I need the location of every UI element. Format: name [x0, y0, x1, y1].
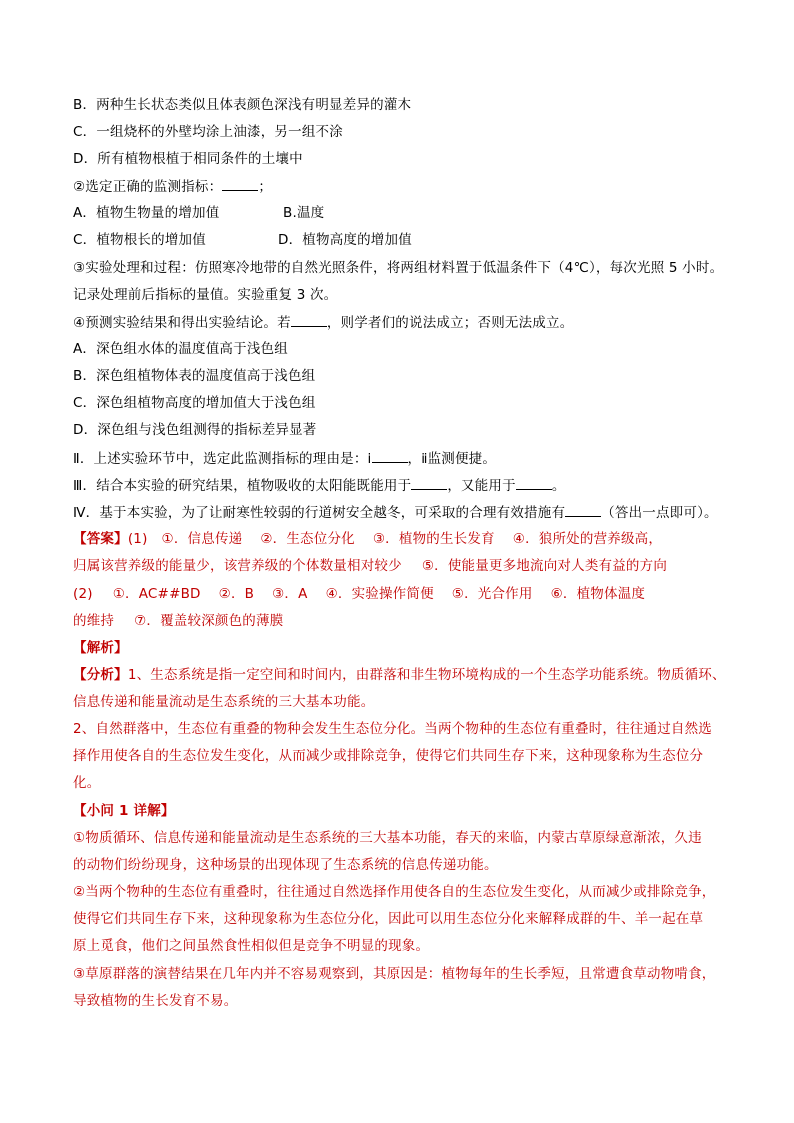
- answer-item: ③．植物的生长发育: [372, 531, 495, 547]
- option-a-4: A．深色组水体的温度值高于浅色组: [73, 341, 288, 357]
- roman-iv-line: [73, 503, 718, 522]
- answer-line-2: [73, 557, 667, 575]
- answer-blank: [222, 177, 258, 191]
- detail-line-5: 原上觅食，他们之间虽然食性相似但是竞争不明显的现象。: [73, 938, 430, 954]
- option-b-1: B．两种生长状态类似且体表颜色深浅有明显差异的灌木: [73, 97, 412, 113]
- question-2-line: [73, 177, 272, 196]
- answer-item: ①．信息传递: [161, 531, 243, 547]
- answer-item: ②．生态位分化: [260, 531, 355, 547]
- detail-line-3: ②当两个物种的生态位有重叠时，往往通过自然选择作用使各自的生态位发生变化，从而减少或排除竞争，: [73, 884, 716, 900]
- roman-iii-end: 。: [551, 478, 566, 494]
- analysis-line-4: 择作用使各自的生态位发生变化，从而减少或排除竞争，使得它们共同生存下来，这种现象称为生态位分: [73, 748, 704, 764]
- option-c-1: C．一组烧杯的外壁均涂上油漆，另一组不涂: [73, 124, 343, 140]
- answer-line-4: [73, 612, 283, 630]
- analysis-line-3: 2、自然群落中，生态位有重叠的物种会发生生态位分化。当两个物种的生态位有重叠时，往往通过自然选: [73, 721, 712, 737]
- roman-iv-end: （答出一点即可）。: [601, 505, 718, 521]
- option-c-2: C．植物根长的增加值: [73, 232, 206, 248]
- sub-question-heading: 【小问 1 详解】: [73, 803, 175, 819]
- detail-line-1: ①物质循环、信息传递和能量流动是生态系统的三大基本功能，春天的来临，内蒙古草原绿意渐浓，久违: [73, 830, 702, 846]
- answer-item: ②．B: [218, 586, 255, 602]
- answer-part-1-number: (1): [127, 531, 148, 547]
- roman-iii-line: [73, 476, 566, 495]
- answer-item: ④．狼所处的营养级高，: [512, 531, 663, 547]
- option-d-2: D．植物高度的增加值: [278, 232, 412, 248]
- answer-item: ①．AC##BD: [112, 586, 201, 602]
- answer-label: 【答案】: [73, 531, 128, 547]
- question-4-line: [73, 313, 573, 332]
- answer-item: ⑤．使能量更多地流向对人类有益的方向: [421, 558, 668, 574]
- option-b-4: B．深色组植物体表的温度值高于浅色组: [73, 368, 316, 384]
- detail-line-4: 使得它们共同生存下来，这种现象称为生态位分化，因此可以用生态位分化来解释成群的牛、羊一起在草: [73, 911, 704, 927]
- detail-line-7: 导致植物的生长发育不易。: [73, 993, 238, 1009]
- answer-blank: [411, 476, 447, 490]
- answer-blank: [291, 313, 327, 327]
- question-2-text: ②选定正确的监测指标：: [73, 179, 223, 195]
- answer-continuation: 的维持: [73, 613, 115, 629]
- answer-item: ④．实验操作简便: [325, 586, 434, 602]
- detail-line-2: 的动物们纷纷现身，这种场景的出现体现了生态系统的信息传递功能。: [73, 857, 498, 873]
- options-cd-2: [73, 231, 412, 249]
- answer-item: ⑦．覆盖较深颜色的薄膜: [134, 613, 284, 629]
- answer-item: ③．A: [272, 586, 308, 602]
- answer-line-3: [73, 585, 645, 603]
- answer-continuation: 归属该营养级的能量少，该营养级的个体数量相对较少: [73, 558, 402, 574]
- roman-iv-text: Ⅳ．基于本实验，为了让耐寒性较弱的行道树安全越冬，可采取的合理有效措施有: [73, 505, 566, 521]
- option-b-2: B.温度: [283, 205, 325, 221]
- question-2-end: ；: [258, 179, 273, 195]
- answer-item: ⑤．光合作用: [451, 586, 533, 602]
- option-a-2: A．植物生物量的增加值: [73, 205, 220, 221]
- roman-ii-text: Ⅱ．上述实验环节中，选定此监测指标的理由是：ⅰ: [73, 451, 372, 467]
- options-ab-2: [73, 204, 324, 222]
- analysis-line-2: 信息传递和能量流动是生态系统的三大基本功能。: [73, 694, 375, 710]
- question-3-line-b: 记录处理前后指标的量值。实验重复 3 次。: [73, 287, 338, 303]
- roman-iii-text: Ⅲ．结合本实验的研究结果，植物吸收的太阳能既能用于: [73, 478, 412, 494]
- option-c-4: C．深色组植物高度的增加值大于浅色组: [73, 395, 316, 411]
- analysis-text: 1、生态系统是指一定空间和时间内，由群落和非生物环境构成的一个生态学功能系统。物质循环、: [127, 667, 726, 683]
- roman-ii-end: ，ⅱ监测便捷。: [407, 451, 497, 467]
- question-3-line-a: ③实验处理和过程：仿照寒冷地带的自然光照条件，将两组材料置于低温条件下（4℃），每次光照 5 小时。: [73, 260, 724, 276]
- question-4-end: ，则学者们的说法成立；否则无法成立。: [326, 315, 574, 331]
- answer-part-2-number: (2): [73, 586, 93, 602]
- answer-blank: [516, 476, 552, 490]
- analysis-heading: 【解析】: [73, 640, 128, 656]
- answer-blank: [565, 503, 601, 517]
- analysis-line-5: 化。: [73, 775, 101, 791]
- answer-line-1: [73, 530, 662, 548]
- answer-item: ⑥．植物体温度: [550, 586, 646, 602]
- roman-ii-line: [73, 449, 496, 468]
- analysis-label: 【分析】: [73, 667, 128, 683]
- option-d-1: D．所有植物根植于相同条件的土壤中: [73, 151, 303, 167]
- roman-iii-mid: ，又能用于: [447, 478, 516, 494]
- option-d-4: D．深色组与浅色组测得的指标差异显著: [73, 422, 317, 438]
- analysis-line-1: [73, 666, 726, 684]
- answer-blank: [372, 449, 408, 463]
- question-4-text: ④预测实验结果和得出实验结论。若: [73, 315, 291, 331]
- detail-line-6: ③草原群落的演替结果在几年内并不容易观察到，其原因是：植物每年的生长季短，且常遭食草动物啃食，: [73, 966, 716, 982]
